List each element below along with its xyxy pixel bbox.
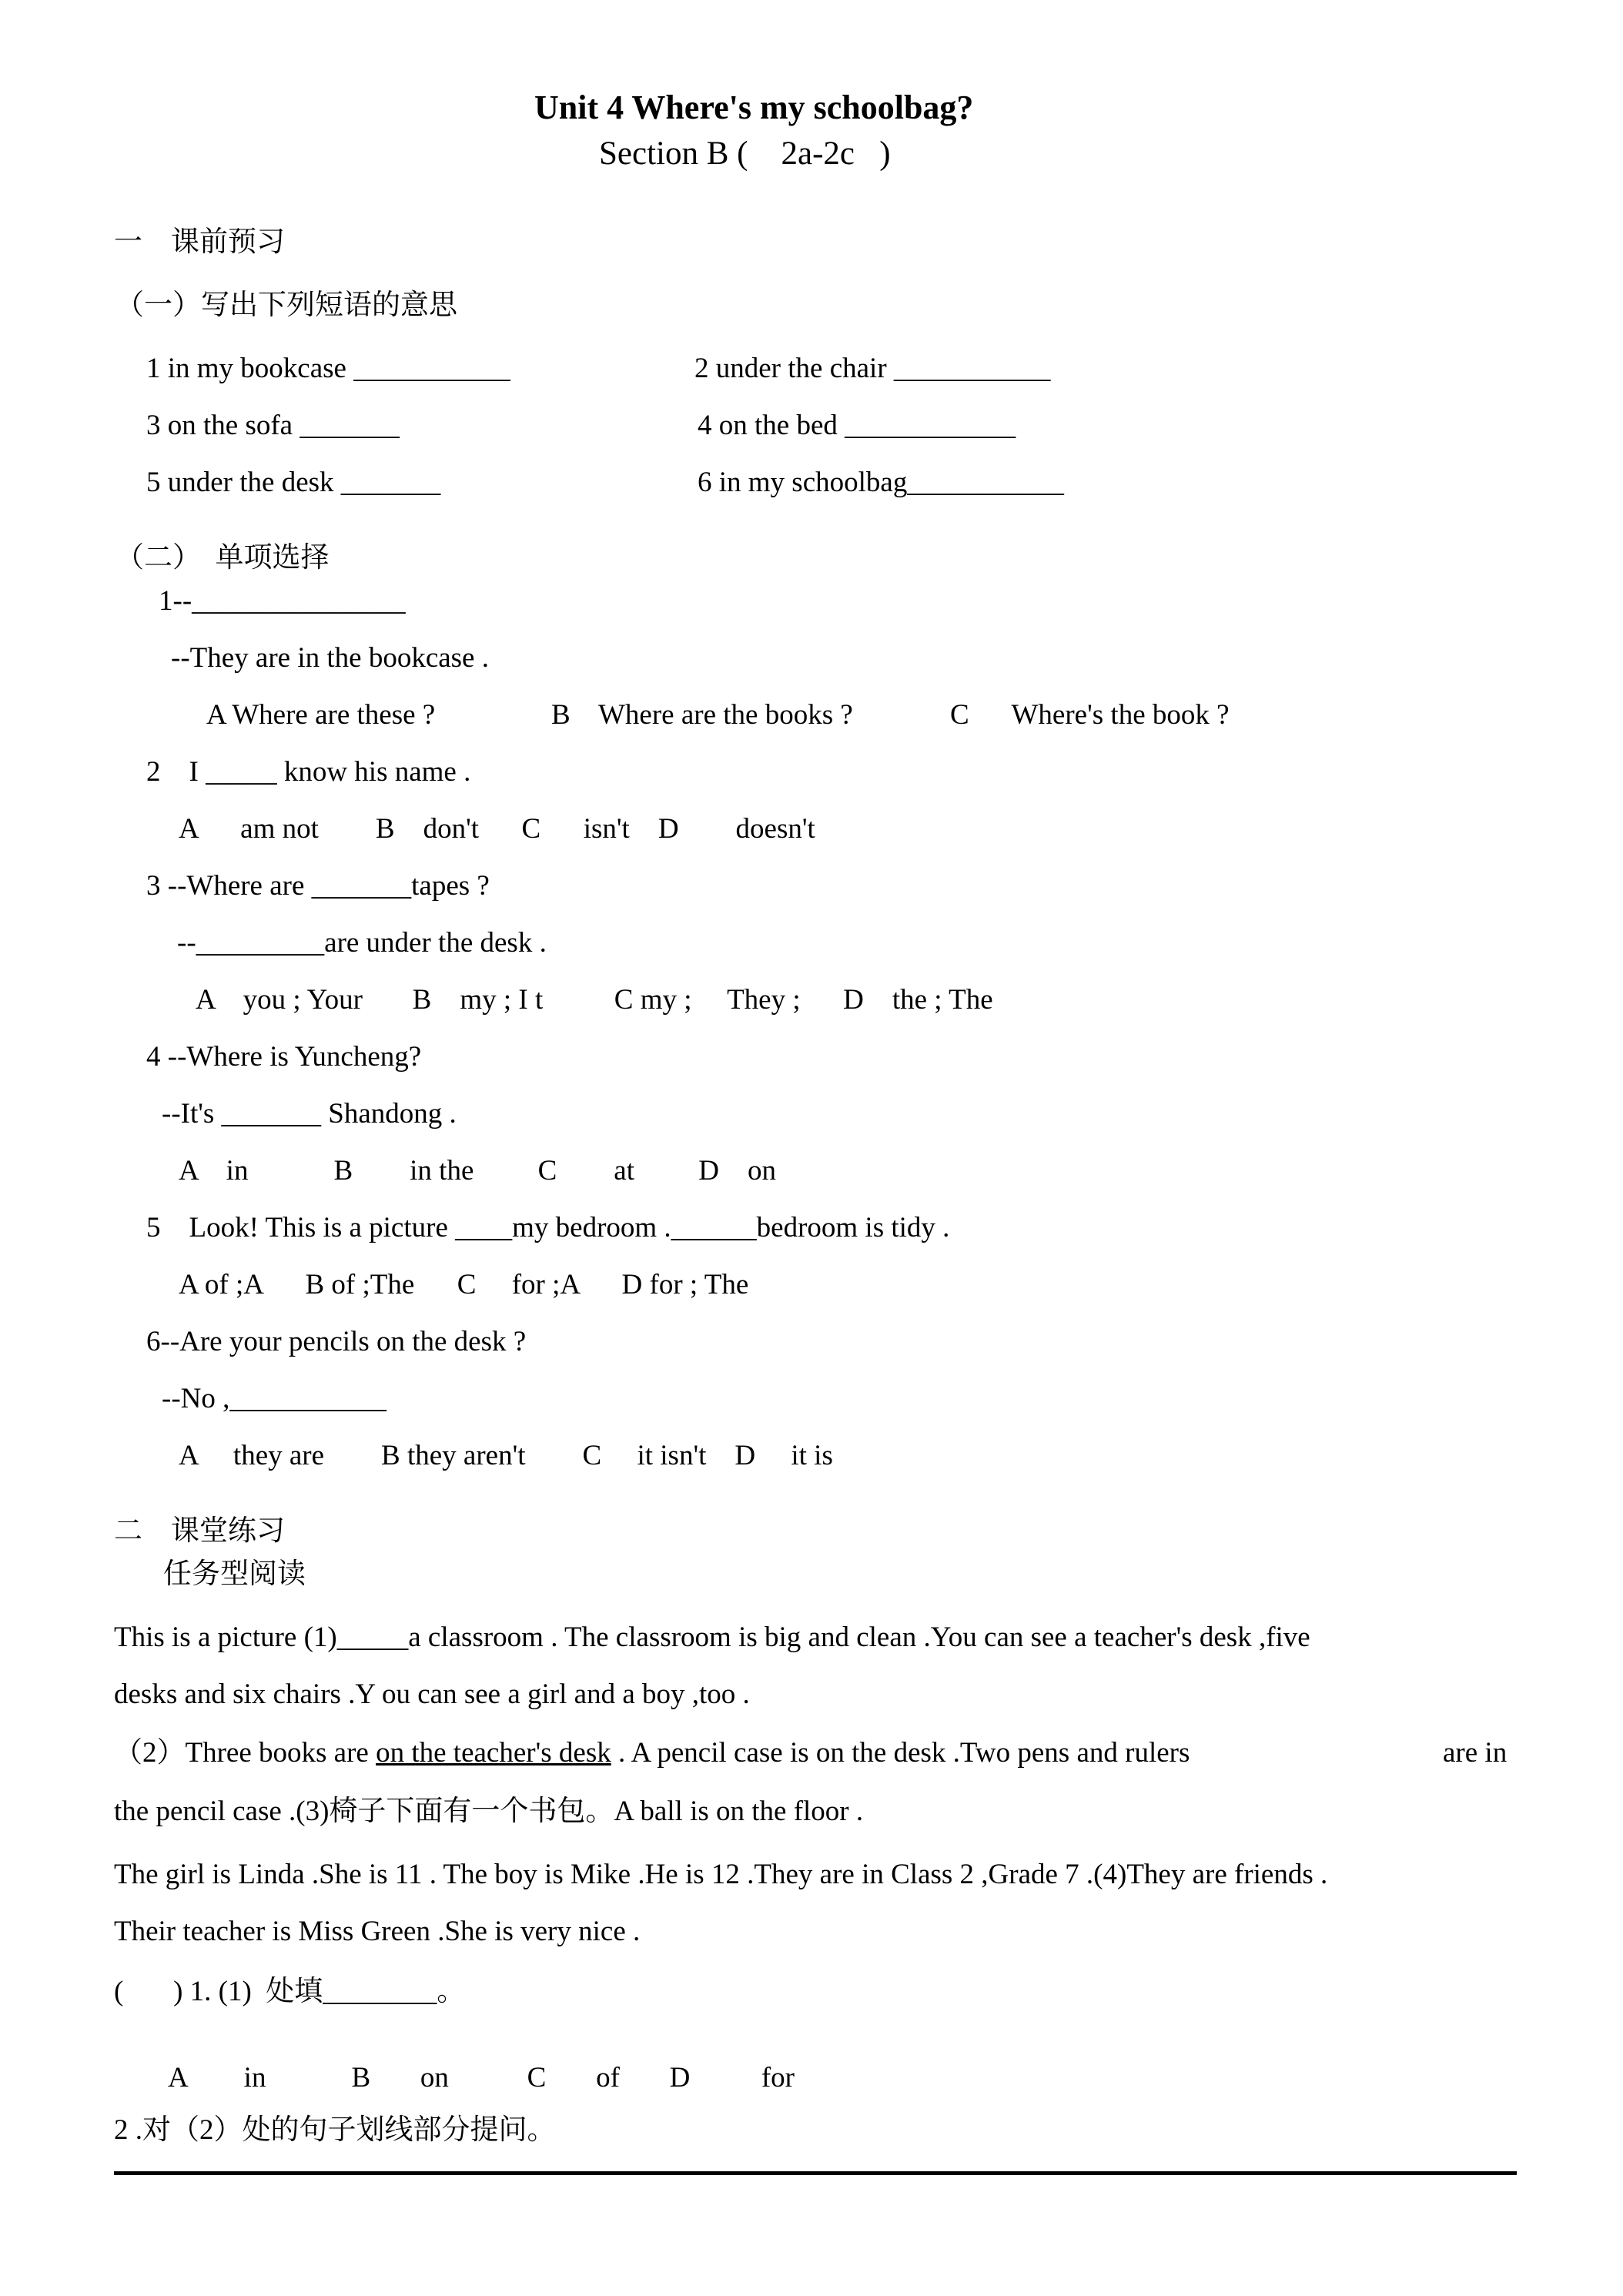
mc-q6-answer: --No ,___________ xyxy=(162,1383,387,1414)
mc-q6-options: A they are B they aren't C it isn't D it is xyxy=(179,1440,833,1471)
part1-sub2-heading: （二） 单项选择 xyxy=(115,542,330,574)
mc-q4-options: A in B in the C at D on xyxy=(179,1155,776,1186)
mc-q3-stem: 3 --Where are _______tapes ? xyxy=(146,870,490,902)
mc-q2-options: A am not B don't C isn't D doesn't xyxy=(179,813,815,845)
phrase-item-6: 6 in my schoolbag___________ xyxy=(698,467,1064,498)
phrase-item-1: 1 in my bookcase ___________ xyxy=(146,353,510,384)
mc-q6-stem: 6--Are your pencils on the desk ? xyxy=(146,1326,527,1357)
mc-q3-answer: --_________are under the desk . xyxy=(177,927,547,959)
mc-q1-option-b: B Where are the books ? xyxy=(551,699,853,731)
passage-line-6: Their teacher is Miss Green .She is very nice . xyxy=(114,1916,641,1947)
task-q2: 2 .对（2）处的句子划线部分提问。 xyxy=(114,2114,556,2146)
passage-line-3 xyxy=(114,1739,1190,1767)
mc-q5-options: A of ;A B of ;The C for ;A D for ; The xyxy=(179,1269,749,1300)
passage-line-4: the pencil case .(3)椅子下面有一个书包。A ball is on the floor . xyxy=(114,1796,864,1827)
mc-q1-option-a: A Where are these ? xyxy=(206,699,436,731)
mc-q4-answer: --It's _______ Shandong . xyxy=(162,1098,457,1130)
worksheet-title: Unit 4 Where's my schoolbag? xyxy=(534,89,974,126)
phrase-item-2: 2 under the chair ___________ xyxy=(694,353,1051,384)
passage-line-1: This is a picture (1)_____a classroom . The classroom is big and clean .You can see a teacher's desk ,five xyxy=(114,1622,1310,1653)
phrase-item-4: 4 on the bed ____________ xyxy=(698,410,1016,441)
passage-line-3-start: （2）Three books are xyxy=(114,1737,376,1769)
passage-line-2: desks and six chairs .Y ou can see a girl and a boy ,too . xyxy=(114,1678,750,1710)
passage-line-3-tail: are in xyxy=(1443,1737,1508,1769)
mc-q2-stem: 2 I _____ know his name . xyxy=(146,756,471,788)
task-q1-options: A in B on C of D for xyxy=(168,2062,795,2094)
section-subtitle: Section B ( 2a-2c ) xyxy=(599,136,891,172)
phrase-item-3: 3 on the sofa _______ xyxy=(146,410,400,441)
part2-heading: 二 课堂练习 xyxy=(114,1515,285,1547)
underlined-phrase: on the teacher's desk xyxy=(376,1737,611,1769)
mc-q4-stem: 4 --Where is Yuncheng? xyxy=(146,1041,422,1073)
passage-line-5: The girl is Linda .She is 11 . The boy is Mike .He is 12 .They are in Class 2 ,Grade 7 .(4)They are friends . xyxy=(114,1859,1328,1890)
task-q1: ( ) 1. (1) 处填________。 xyxy=(114,1976,466,2007)
mc-q3-options: A you ; Your B my ; I t C my ; They ; D the ; The xyxy=(196,984,993,1016)
part2-subheading: 任务型阅读 xyxy=(163,1558,306,1590)
mc-q1-option-c: C Where's the book ? xyxy=(950,699,1230,731)
mc-q1-answer: --They are in the bookcase . xyxy=(171,642,489,674)
part1-heading: 一 课前预习 xyxy=(114,226,285,258)
answer-rule xyxy=(114,2171,1517,2175)
mc-q1-line: 1--_______________ xyxy=(159,585,406,617)
phrase-item-5: 5 under the desk _______ xyxy=(146,467,441,498)
passage-line-3-end: . A pencil case is on the desk .Two pens and rulers xyxy=(611,1737,1190,1769)
mc-q5-stem: 5 Look! This is a picture ____my bedroom .______bedroom is tidy . xyxy=(146,1212,950,1243)
part1-sub1-heading: （一）写出下列短语的意思 xyxy=(115,290,457,321)
